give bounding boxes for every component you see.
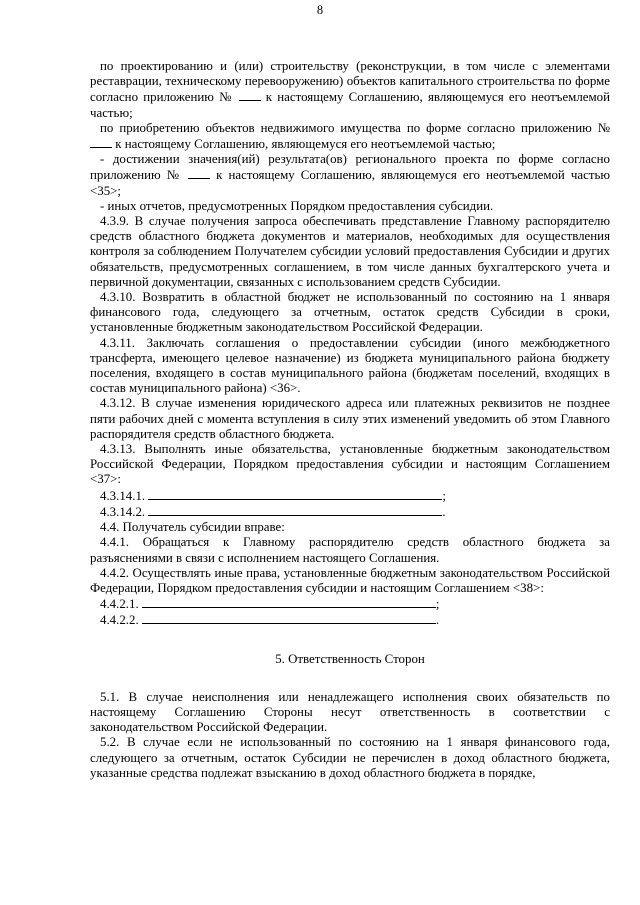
item-label: 4.4.2.1. [100,597,139,612]
paragraph-4-3-9: 4.3.9. В случае получения запроса обеспечивать представление Главному распорядителю средств областного бюджета документов и материалов, необходимых для осуществления контроля за соблюдением Получателем субсидии условий предоставления Субсидии и других обязательств, предусмотренных соглашением, в том числе данных бухгалтерского учета и первичной документации, связанных с использованием средств Субсидии. [90,214,610,289]
paragraph-4-3-13: 4.3.13. Выполнять иные обязательства, установленные бюджетным законодательством Российской Федерации, Порядком предоставления субсидии и настоящим Соглашением <37>: [90,442,610,487]
spacer [90,667,610,690]
line-4-4-2-2 [90,612,610,628]
line-4-4-2-1 [90,596,610,612]
paragraph-4-4-1: 4.4.1. Обращаться к Главному распорядителю средств областного бюджета за разъяснениями в связи с исполнением настоящего Соглашения. [90,535,610,565]
item-label: 4.4.2.2. [100,613,139,628]
item-end: ; [435,597,440,612]
paragraph-design-construction [90,59,610,121]
item-label: 4.3.14.2. [100,504,146,519]
paragraph-4-4: 4.4. Получатель субсидии вправе: [100,520,285,535]
page-number: 8 [316,3,324,17]
text-fragment: к настоящему Соглашению, являющемуся его неотъемлемой частью; [115,137,496,152]
paragraph-real-estate [90,121,610,152]
item-end: . [442,504,446,519]
blank-field [142,596,436,608]
paragraph-5-2: 5.2. В случае если не использованный по состоянию на 1 января финансового года, следующего за отчетным, остаток Субсидии не перечислен в доход областного бюджета, указанные средства подлежат взысканию в доход областного бюджета в порядке, [90,735,610,780]
text-fragment: к настоящему Соглашению, являющемуся его неотъемлемой частью <35>; [90,168,610,198]
blank-field [90,136,112,148]
blank-field [148,488,442,500]
section-heading-5: 5. Ответственность Сторон [275,651,425,666]
blank-field [239,89,261,101]
item-end: . [435,613,440,628]
blank-field [142,612,436,624]
paragraph-5-1: 5.1. В случае неисполнения или ненадлежащего исполнения своих обязательств по настоящему Соглашению Стороны несут ответственность в соответствии с законодательством Российской Федерации. [90,689,610,735]
blank-field [148,504,442,516]
paragraph-4-3-10: 4.3.10. Возвратить в областной бюджет не использованный по состоянию на 1 января финансового года, следующего за отчетным, остаток средств Субсидии в сроки, установленные бюджетным законодательством Российской Федерации. [90,290,610,335]
item-end: ; [442,488,446,503]
text-fragment: к настоящему Соглашению, являющемуся его неотъемлемой частью; [90,90,610,120]
text-fragment: по приобретению объектов недвижимого имущества по форме согласно приложению № [100,120,610,135]
line-4-3-14-2 [90,504,610,520]
document-body [90,59,610,781]
paragraph-other-reports: - иных отчетов, предусмотренных Порядком предоставления субсидии. [100,198,494,213]
item-label: 4.3.14.1. [100,488,146,503]
spacer [90,629,610,652]
paragraph-4-4-2: 4.4.2. Осуществлять иные права, установленные бюджетным законодательством Российской Федерации, Порядком предоставления субсидии и настоящим Соглашением <38>: [90,565,610,595]
paragraph-result-achievement [90,152,610,199]
paragraph-4-3-12: 4.3.12. В случае изменения юридического адреса или платежных реквизитов не позднее пяти рабочих дней с момента вступления в силу этих изменений уведомить об этом Главного распорядителя средств областного бюджета. [90,396,610,441]
paragraph-4-3-11: 4.3.11. Заключать соглашения о предоставлении субсидии (иного межбюджетного трансферта, имеющего целевое назначение) из бюджета муниципального района бюджету поселения, входящего в состав муниципального района (бюджетам поселений, входящих в состав муниципального района) <36>. [90,335,610,396]
line-4-3-14-1 [90,488,610,504]
text-fragment: - достижении значения(ий) результата(ов) регионального проекта по форме согласно приложению № [90,152,610,183]
blank-field [188,167,210,179]
text-fragment: по проектированию и (или) строительству (реконструкции, в том числе с элементами реставрации, техническому перевооружению) объектов капитального строительства по форме согласно приложению № [90,59,610,105]
